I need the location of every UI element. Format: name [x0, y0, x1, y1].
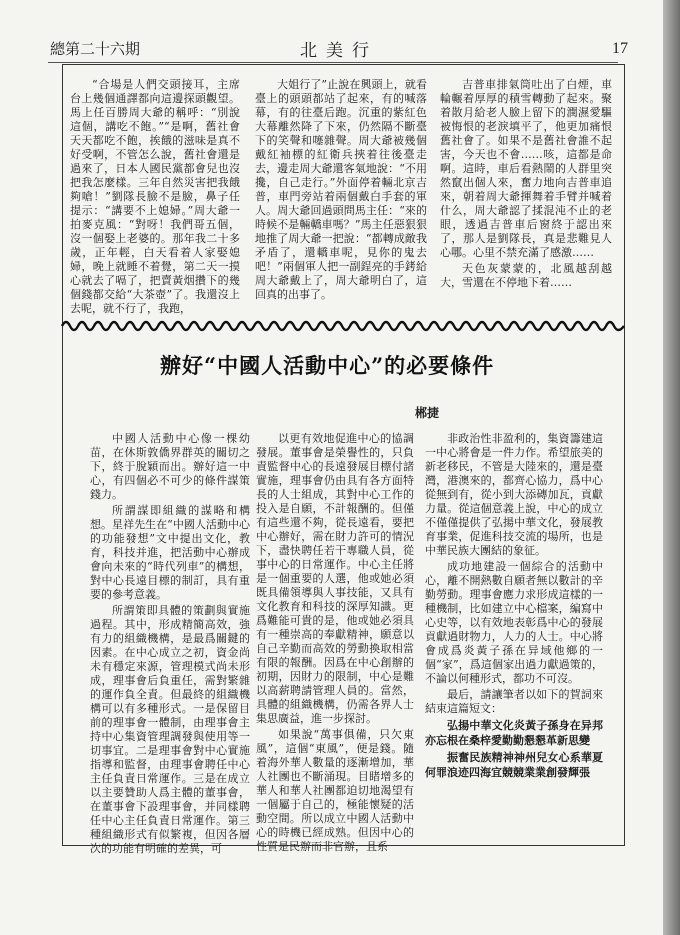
- article-author: 郴捷: [415, 406, 440, 420]
- prev-article-column-3: [440, 78, 612, 316]
- prev-article-text: 吉普車排氣筒吐出了白煙，車輪輾着厚厚的積雪轉動了起來。聚着散月給老人臉上留下的潤濕愛驅被悔恨的老淚填平了，他更加痛恨舊社會了。如果不是舊社會誰不起害，今天也不會……咳，這都是命啊。這時，車后看熱鬧的人群里突然竄出個人來，奮力地向吉普車追來，朝着周大爺揮舞着手臂并喊着什么，周大爺認了揉混沌不止的老眼，透過吉普車后窗終于認出來了，那人是劉隊長，真是悲難見人心哪。心里不禁充滿了感激……: [440, 78, 612, 259]
- paragraph: 所謂謀即組織的謀略和構想。星祥先生在“中國人活動中心的功能發想”文中提出文化，教育，科技并進，把活動中心辦成會向未來的“時代列車”的構想，對中心長遠目標的制訂，具有重要的參考意義。: [90, 504, 250, 601]
- paragraph: 中國人活動中心像一棵幼苗，在休斯敦僑界群英的關切之下，終于脫穎而出。辦好這一中心，有四個必不可少的條件謀策錢力。: [90, 432, 250, 501]
- prev-article-text: “合場是人們交頭接耳，主席台上幾個通譯都向這邊探頭觀望。馬上任百勝周大爺的稱呼：“別說這個，講吃不飽。”“是啊，舊社會天天都吃不飽，挨餓的滋味是真不好受啊，不管怎么說，舊社會還是過來了，日本人國民黨都會兒也沒把我怎麼樣。三年自然災害把我餓夠嗆！”劉隊長臉不是臉，鼻子任提示：“講要不上媳婦。”周大爺一拍麥克風：“對呀！我們哥五個，沒一個娶上老婆的。那年我二十多歲，正年輕，白天看着人家娶媳婦，晚上就睡不着覺，第二天一摸心就去了嗝了，把賣黃烟攢下的幾個錢都交給“大茶壺”了。我還沒上去呢，就不行了，我跑，: [70, 78, 240, 315]
- book-spine-shadow: [663, 0, 680, 935]
- article-column-2: [256, 432, 414, 853]
- prev-article-column-1: [70, 78, 240, 316]
- prev-article-text: 大姐行了”止說在興頭上，就看臺上的頭頭都站了起來，有的喊落幕，有的往臺后跑。沉重的紫紅色大幕離然降了下來，仍然隔不斷臺下的笑聲和噻雜聲。周大爺被幾個戴紅袖標的紅衛兵挾着往後臺走去，邊走周大爺還客氣地說：“不用攙，自己走行。”外面停着輛北京吉普，車門旁站着兩個戴白手套的軍人。周大爺回過頭問馬主任：“來的時候不是輛轎車嗎？”馬主任惡狠狠地推了周大爺一把說：“都轉成敵我矛盾了，還轎車呢，見你的鬼去吧！”兩個軍人把一副鋥亮的手銬給周大爺戴上了，周大爺明白了，這回真的出事了。: [255, 78, 427, 301]
- couplet-line-1: 弘揚中華文化炎黃子孫身在异邦亦忘根在桑梓愛勤勤懇懇革新思變: [425, 719, 603, 747]
- article-column-3: [425, 432, 603, 837]
- prev-article-ending: 天色灰蒙蒙的，北風越刮越大，雪還在不停地下着……: [440, 262, 612, 289]
- couplet-line-2: 振奮民族精神神州兒女心系華夏何罪浪迹四海宜競競業業創發輝張: [425, 751, 603, 779]
- issue-number: 總第二十六期: [50, 40, 141, 58]
- article-column-1: [90, 432, 250, 855]
- header-rule: [48, 62, 618, 63]
- wavy-divider: [62, 318, 624, 334]
- paragraph: 所謂策即具體的策劃與實施過程。其中，形成精簡高效，強有力的組織機構，是最爲關鍵的因素。在中心成立之初，資金尚未有穩定來源，管理模式尚未形成，理事會后負重任，需對繁雜的運作負全責。但最終的組織機構可以有多種形式。一是保留目前的理事會一體制，由理事會主持中心集資管理調發與使用等一切事宜。二是理事會對中心實施指導和監督，由理事會聘任中心主任負責日常運作。三是在成立以主要贊助人爲主體的董事會，在董事會下設理事會，并同樣聘任中心主任負責日常運作。第三種組織形式有似繁複，但因各層次的功能有明確的差異，可: [90, 604, 250, 855]
- paragraph: 成功地建設一個綜合的活動中心，離不開熱數自願者無以數計的辛勤勞動。理事會應力求形成這樣的一種機制，比如建立中心檔案，編寫中心史等，以有效地表彰爲中心的發展貢獻過財物力，人力的人士。中心將會成爲炎黃子孫在异域他鄉的一個“家”，爲這個家出過力獻過策的，不論以何種形式，都功不可沒。: [425, 560, 603, 685]
- paragraph: 以更有效地促進中心的協調發展。董事會是榮譽性的，只負責監督中心的長遠發展目標付諸實施，理事會仍由具有各方面特長的人士組成，其對中心工作的投入是自願，不計報酬的。但僅有這些還不夠，從長遠看，要把中心辦好，需在財力許可的情況下，盡快聘任若干專職人員，從事中心的日常運作。中心主任將是一個重要的人選，他或她必須既具備領導與人事技能，又具有文化教育和科技的深厚知識。更爲難能可貴的是，他或她必須具有一種崇高的奉獻精神，願意以自己辛勤而高效的勞動換取相當有限的報酬。因爲在中心創辦的初期，因財力的限制，中心是難以高薪聘請管理人員的。當然，具體的組織機構，仍需各界人士集思廣益，進一步探討。: [256, 432, 414, 725]
- page-number: 17: [612, 40, 628, 57]
- paragraph: 如果說“萬事俱備，只欠東風”，這個“東風”，便是錢。隨着海外華人數量的逐漸增加，華人社團也不斷涌現。目睹增多的華人和華人社團都迫切地渴望有一個屬于自己的，極能懷疑的活動空間。所以成立中國人活動中心的時機已經成熟。但因中心的性質是民辦而非官辦，且系: [256, 728, 414, 853]
- article-title: 辦好“中國人活動中心”的必要條件: [160, 353, 495, 378]
- prev-article-column-2: [255, 78, 427, 316]
- magazine-title: 北美行: [300, 41, 378, 61]
- paragraph: 最后，請讓筆者以如下的賀詞來結束這篇短文：: [425, 688, 603, 715]
- paragraph: 非政治性非盈利的，集資籌建這一中心將會是一件力作。希望旅美的新老移民，不管是大陸來的，還是臺灣，港澳來的，都齊心協力，爲中心從無到有，從小到大添磚加瓦，貢獻力量。從這個意義上說，中心的成立不僅僅提供了弘揚中華文化，發展教育事業，促進科技交流的場所，也是中華民族大團結的象征。: [425, 432, 603, 557]
